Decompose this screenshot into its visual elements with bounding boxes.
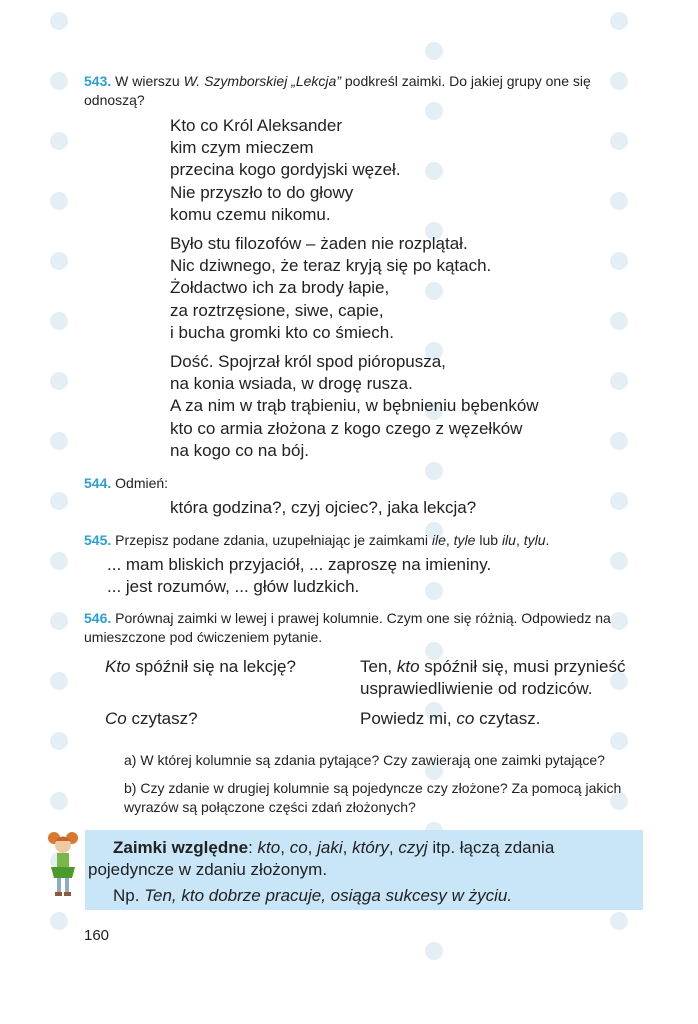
exercise-number: 543. bbox=[84, 73, 112, 89]
poem-line: Było stu filozofów – żaden nie rozplątał. bbox=[170, 234, 468, 254]
text: Porównaj zaimki w lewej i prawej kolumnie. Czym one się różnią. Odpowiedz na umieszczone pod ćwiczeniem pytanie. bbox=[84, 610, 611, 645]
watermark-logo-icon bbox=[610, 372, 628, 390]
stanza bbox=[170, 233, 539, 344]
exercise-number: 546. bbox=[84, 610, 112, 626]
text: spóźnił się, musi przynieść usprawiedliwienie od rodziców. bbox=[360, 657, 626, 698]
watermark-logo-icon bbox=[50, 672, 68, 690]
poem bbox=[170, 115, 539, 469]
text: Powiedz mi, bbox=[360, 709, 457, 728]
poem-line: na kogo co na bój. bbox=[170, 440, 309, 460]
watermark-logo-icon bbox=[50, 492, 68, 510]
watermark-logo-icon bbox=[610, 132, 628, 150]
rule-text: Zaimki względne: kto, co, jaki, który, czyj itp. łączą zdania pojedyncze w zdaniu złożonym. bbox=[88, 838, 555, 879]
text: Odmień: bbox=[115, 475, 169, 491]
watermark-logo-icon bbox=[610, 12, 628, 30]
text: Ten, bbox=[360, 657, 397, 676]
sentence: ... mam bliskich przyjaciół, ... zaproszę na imieniny. bbox=[107, 555, 492, 574]
watermark-logo-icon bbox=[50, 72, 68, 90]
poem-line: Kto co Król Aleksander bbox=[170, 116, 342, 135]
watermark-logo-icon bbox=[50, 12, 68, 30]
text: czytasz. bbox=[474, 709, 541, 728]
watermark-logo-icon bbox=[610, 732, 628, 750]
watermark-logo-icon bbox=[50, 432, 68, 450]
poem-line: za roztrzęsione, siwe, capie, bbox=[170, 300, 384, 320]
exercise-544-phrase: która godzina?, czyj ojciec?, jaka lekcja? bbox=[170, 498, 477, 517]
poem-line: na konia wsiada, w drogę rusza. bbox=[170, 374, 413, 394]
rule-term: Zaimki względne bbox=[113, 838, 249, 857]
keyword: co bbox=[289, 838, 308, 857]
poem-line: Żołdactwo ich za brody łapie, bbox=[170, 278, 390, 298]
watermark-logo-icon bbox=[50, 132, 68, 150]
poem-line: przecina kogo gordyjski węzeł. bbox=[170, 160, 401, 180]
exercise-545-instruction bbox=[84, 531, 649, 550]
watermark-logo-icon bbox=[425, 942, 443, 960]
watermark-logo-icon bbox=[50, 912, 68, 930]
text: lub bbox=[475, 532, 502, 548]
watermark-logo-icon bbox=[610, 492, 628, 510]
watermark-logo-icon bbox=[610, 912, 628, 930]
right-column-row bbox=[360, 708, 650, 730]
exercise-number: 544. bbox=[84, 475, 112, 491]
keyword: ilu bbox=[501, 532, 516, 548]
watermark-logo-icon bbox=[50, 732, 68, 750]
watermark-logo-icon bbox=[50, 372, 68, 390]
text: , bbox=[445, 532, 454, 548]
text: Np. bbox=[113, 886, 145, 905]
keyword: kto bbox=[257, 838, 281, 857]
question-a: a) W której kolumnie są zdania pytające? Czy zawierają one zaimki pytające? bbox=[124, 752, 605, 768]
poem-line: Dość. Spojrzał król spod pióropusza, bbox=[170, 352, 446, 372]
keyword: co bbox=[456, 709, 475, 728]
page-number: 160 bbox=[84, 927, 110, 944]
poem-line: komu czemu nikomu. bbox=[170, 204, 331, 224]
text: czytasz? bbox=[126, 709, 198, 728]
poem-line: i bucha gromki kto co śmiech. bbox=[170, 322, 394, 342]
watermark-logo-icon bbox=[610, 312, 628, 330]
watermark-logo-icon bbox=[50, 252, 68, 270]
keyword: Kto bbox=[105, 657, 131, 676]
rule-example bbox=[113, 885, 512, 907]
keyword: Co bbox=[105, 709, 127, 728]
text: podkreśl zaimki. Do jakiej grupy one się odnoszą? bbox=[84, 73, 591, 108]
keyword: ile bbox=[431, 532, 446, 548]
watermark-logo-icon bbox=[610, 192, 628, 210]
exercise-544-instruction bbox=[84, 474, 168, 493]
text: , bbox=[515, 532, 524, 548]
watermark-logo-icon bbox=[50, 312, 68, 330]
stanza bbox=[170, 115, 539, 226]
left-column-row bbox=[105, 708, 350, 730]
watermark-logo-icon bbox=[50, 192, 68, 210]
keyword: kto bbox=[396, 657, 420, 676]
poem-title: W. Szymborskiej „Lekcja” bbox=[183, 73, 341, 89]
poem-line: kim czym mieczem bbox=[170, 138, 314, 158]
watermark-logo-icon bbox=[50, 612, 68, 630]
stanza bbox=[170, 351, 539, 462]
example-sentence: Ten, kto dobrze pracuje, osiąga sukcesy w życiu. bbox=[144, 886, 513, 905]
keyword: czyj bbox=[398, 838, 428, 857]
watermark-logo-icon bbox=[610, 252, 628, 270]
exercise-number: 545. bbox=[84, 532, 112, 548]
keyword: który bbox=[352, 838, 389, 857]
text: Przepisz podane zdania, uzupełniając je zaimkami bbox=[115, 532, 432, 548]
sentence: ... jest rozumów, ... głów ludzkich. bbox=[107, 577, 360, 596]
keyword: tyle bbox=[453, 532, 476, 548]
watermark-logo-icon bbox=[50, 552, 68, 570]
text: . bbox=[545, 532, 550, 548]
text: itp. łączą zdania pojedyncze w zdaniu złożonym. bbox=[88, 838, 555, 879]
right-column-row bbox=[360, 656, 650, 700]
poem-line: kto co armia złożona z kogo czego z węzełków bbox=[170, 418, 523, 438]
watermark-logo-icon bbox=[425, 42, 443, 60]
girl-illustration-icon bbox=[42, 828, 82, 900]
exercise-546-instruction bbox=[84, 609, 649, 647]
exercise-545-sentences bbox=[107, 554, 491, 598]
watermark-logo-icon bbox=[610, 552, 628, 570]
poem-line: Nie przyszło to do głowy bbox=[170, 182, 354, 202]
text: : bbox=[248, 838, 258, 857]
text: spóźnił się na lekcję? bbox=[130, 657, 296, 676]
left-column-row bbox=[105, 656, 350, 678]
watermark-logo-icon bbox=[50, 792, 68, 810]
keyword: jaki bbox=[317, 838, 343, 857]
poem-line: Nic dziwnego, że teraz kryją się po kątach. bbox=[170, 256, 492, 276]
text: W wierszu bbox=[115, 73, 184, 89]
watermark-logo-icon bbox=[610, 432, 628, 450]
exercise-543-instruction bbox=[84, 72, 649, 110]
poem-line: A za nim w trąb trąbieniu, w bębnieniu bębenków bbox=[170, 396, 539, 416]
keyword: tylu bbox=[523, 532, 546, 548]
question-b: b) Czy zdanie w drugiej kolumnie są pojedyncze czy złożone? Za pomocą jakich wyrazów są połączone części zdań złożonych? bbox=[124, 780, 622, 815]
